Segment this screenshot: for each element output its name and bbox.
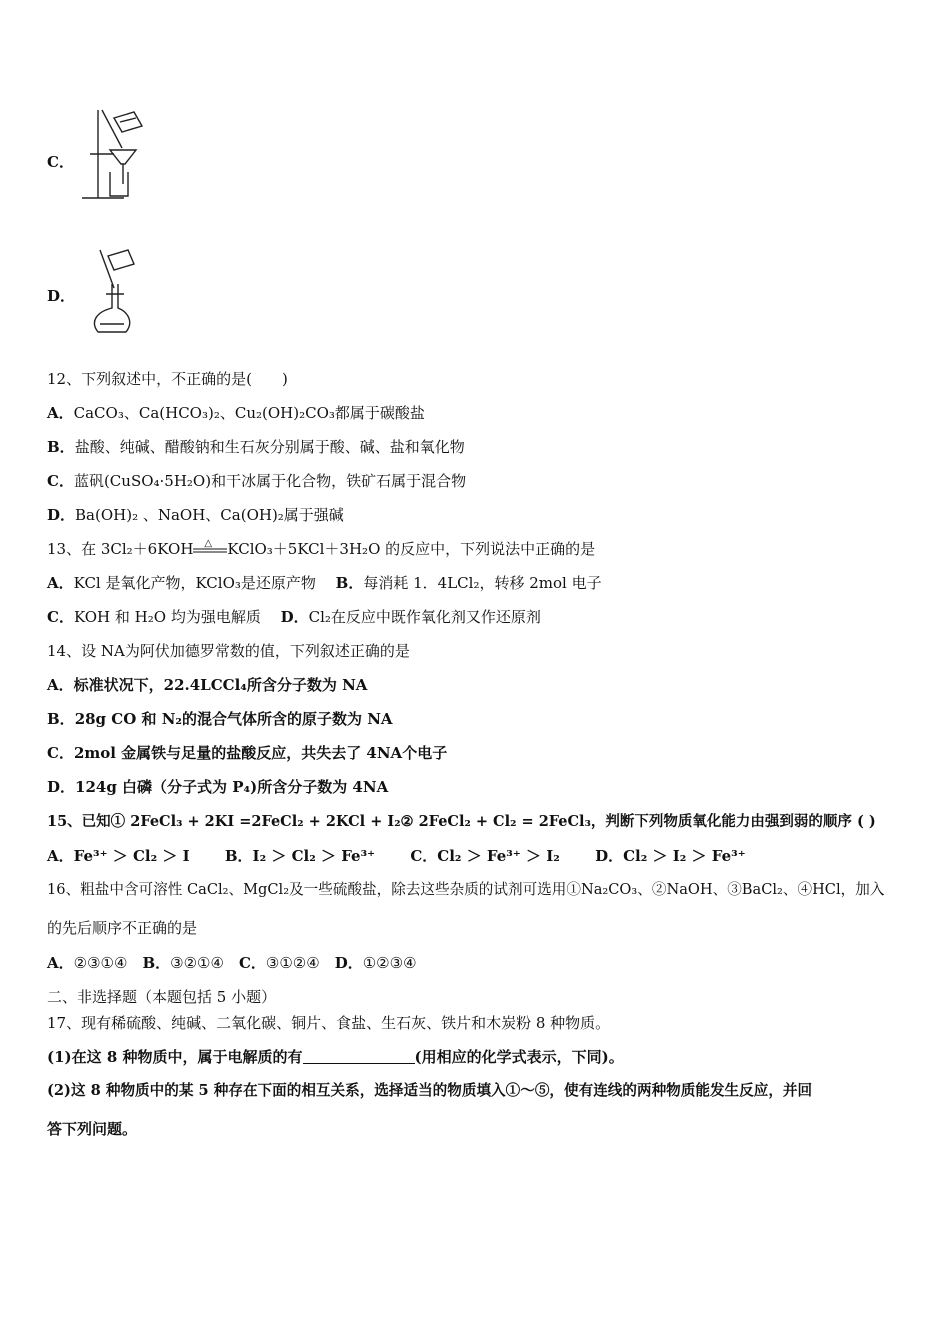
section2-title: 二、非选择题（本题包括 5 小题） xyxy=(47,988,277,1006)
volumetric-flask-apparatus-image xyxy=(86,244,146,340)
q17-part1: (1)在这 8 种物质中，属于电解质的有 (用相应的化学式表示，下同)。 xyxy=(47,1048,624,1066)
q14-stem: 14、设 NA为阿伏加德罗常数的值，下列叙述正确的是 xyxy=(47,642,410,660)
answer-blank[interactable] xyxy=(303,1049,415,1064)
q14-option-a: A．标准状况下，22.4LCCl₄所含分子数为 NA xyxy=(47,676,368,694)
option-d-label: D． xyxy=(47,287,76,305)
q12-option-b: B．盐酸、纯碱、醋酸钠和生石灰分别属于酸、碱、盐和氧化物 xyxy=(47,438,465,456)
q16-options: A．②③①④ B．③②①④ C．③①②④ D．①②③④ xyxy=(47,954,417,972)
q13-options-ab: A．KCl 是氧化产物，KClO₃是还原产物 B．每消耗 1．4LCl₂，转移 2mol 电子 xyxy=(47,574,602,592)
q14-option-b: B．28g CO 和 N₂的混合气体所含的原子数为 NA xyxy=(47,710,393,728)
q12-option-a: A．CaCO₃、Ca(HCO₃)₂、Cu₂(OH)₂CO₃都属于碳酸盐 xyxy=(47,404,425,422)
q12-option-c: C．蓝矾(CuSO₄·5H₂O)和干冰属于化合物，铁矿石属于混合物 xyxy=(47,472,467,490)
q12-option-d: D．Ba(OH)₂ 、NaOH、Ca(OH)₂属于强碱 xyxy=(47,506,344,524)
q15-options: A．Fe³⁺ ＞ Cl₂ ＞ I B．I₂ ＞ Cl₂ ＞ Fe³⁺ C．Cl₂ ＞ Fe³⁺ ＞ I₂ D．Cl₂ ＞ I₂ ＞ Fe³⁺ xyxy=(47,847,746,865)
q17-part2-line1: (2)这 8 种物质中的某 5 种存在下面的相互关系，选择适当的物质填入①～⑤，使有连线的两种物质能发生反应，并回 xyxy=(47,1082,813,1099)
q17-part2-line2: 答下列问题。 xyxy=(47,1120,138,1138)
q14-option-d: D．124g 白磷（分子式为 P₄)所含分子数为 4NA xyxy=(47,778,389,796)
q16-stem-line1: 16、粗盐中含可溶性 CaCl₂、MgCl₂及一些硫酸盐，除去这些杂质的试剂可选用①Na₂CO₃、②NaOH、③BaCl₂、④HCl，加入 xyxy=(47,881,885,898)
q13-stem: 13、在 3Cl₂＋6KOH △ KClO₃＋5KCl＋3H₂O 的反应中，下列说法中正确的是 xyxy=(47,538,596,558)
q16-stem-line2: 的先后顺序不正确的是 xyxy=(47,919,198,937)
q12-stem: 12、下列叙述中，不正确的是( ) xyxy=(47,370,288,388)
option-c-label: C． xyxy=(47,153,74,171)
q15-stem: 15、已知① 2FeCl₃ + 2KI =2FeCl₂ + 2KCl + I₂② 2FeCl₂ + Cl₂ = 2FeCl₃，判断下列物质氧化能力由强到弱的顺序 ( ) xyxy=(47,813,876,830)
q17-stem: 17、现有稀硫酸、纯碱、二氧化碳、铜片、食盐、生石灰、铁片和木炭粉 8 种物质。 xyxy=(47,1014,611,1032)
q13-options-cd: C．KOH 和 H₂O 均为强电解质 D．Cl₂在反应中既作氧化剂又作还原剂 xyxy=(47,608,541,626)
reaction-condition-arrow: △ xyxy=(204,538,213,549)
q14-option-c: C．2mol 金属铁与足量的盐酸反应，共失去了 4NA个电子 xyxy=(47,744,448,762)
filtration-apparatus-image xyxy=(76,106,146,202)
